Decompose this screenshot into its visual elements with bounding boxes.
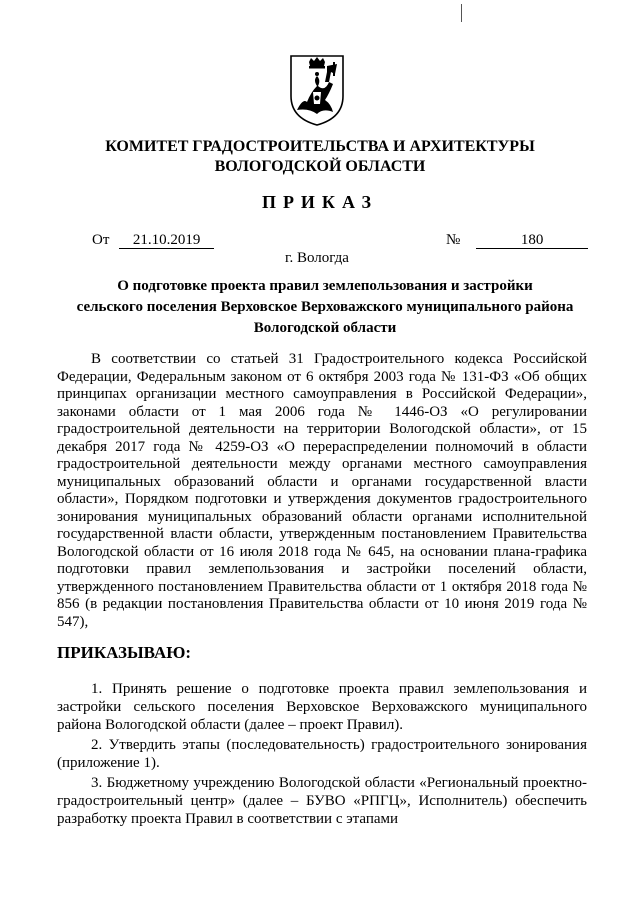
date-field (92, 232, 214, 249)
coat-of-arms-icon (287, 52, 347, 128)
order-item-3: 3. Бюджетному учреждению Вологодской области «Региональный проектно-градостроительный центр» (далее – БУВО «РПГЦ», Исполнитель) обеспечить разработку проекта Правил в соответствии с этапами (57, 775, 587, 827)
order-item-2: 2. Утвердить этапы (последовательность) градостроительного зонирования (приложение 1). (57, 737, 587, 771)
order-heading: ПРИКАЗЫВАЮ: (57, 643, 192, 662)
city-label: г. Вологда (285, 250, 349, 266)
document-title: ПРИКАЗ (261, 192, 379, 212)
subject-line2: сельского поселения Верховское Верховажского муниципального района (76, 299, 574, 315)
page-edge-mark (461, 4, 462, 22)
number-value: 180 (476, 232, 588, 249)
number-label: № (446, 232, 461, 248)
org-name-line2: ВОЛОГОДСКОЙ ОБЛАСТИ (214, 158, 426, 175)
date-value: 21.10.2019 (119, 232, 214, 249)
preamble-paragraph: В соответствии со статьей 31 Градостроительного кодекса Российской Федерации, Федеральным законом от 6 октября 2003 года № 131-ФЗ «Об общих принципах организации местного самоуправления в Российской Федерации», законами области от 1 мая 2006 года № 1446-ОЗ «О регулировании градостроительной деятельности на территории Вологодской области», от 15 декабря 2017 года № 4259-ОЗ «О перераспределении полномочий в области градостроительной деятельности между органами местного самоуправления муниципальных образований области и органами государственной власти области», Порядком подготовки и утверждения документов градостроительного зонирования муниципальных образований области органами исполнительной государственной власти области, утвержденным постановлением Правительства Вологодской области от 16 июля 2018 года № 645, на основании плана-графика подготовки правил землепользования и застройки поселений области, утвержденного постановлением Правительства области от 1 октября 2018 года № 856 (в редакции постановления Правительства области от 10 июня 2019 года № 547), (57, 351, 587, 630)
org-name-line1: КОМИТЕТ ГРАДОСТРОИТЕЛЬСТВА И АРХИТЕКТУРЫ (105, 138, 535, 155)
order-item-1: 1. Принять решение о подготовке проекта правил землепользования и застройки сельского поселения Верховское Верховажского муниципального района Вологодской области (далее – проект Правил). (57, 681, 587, 733)
subject-line1: О подготовке проекта правил землепользования и застройки (117, 278, 533, 294)
subject-line3: Вологодской области (253, 320, 397, 336)
date-label: От (92, 232, 110, 248)
number-field (446, 232, 588, 249)
subject-heading (40, 276, 610, 339)
